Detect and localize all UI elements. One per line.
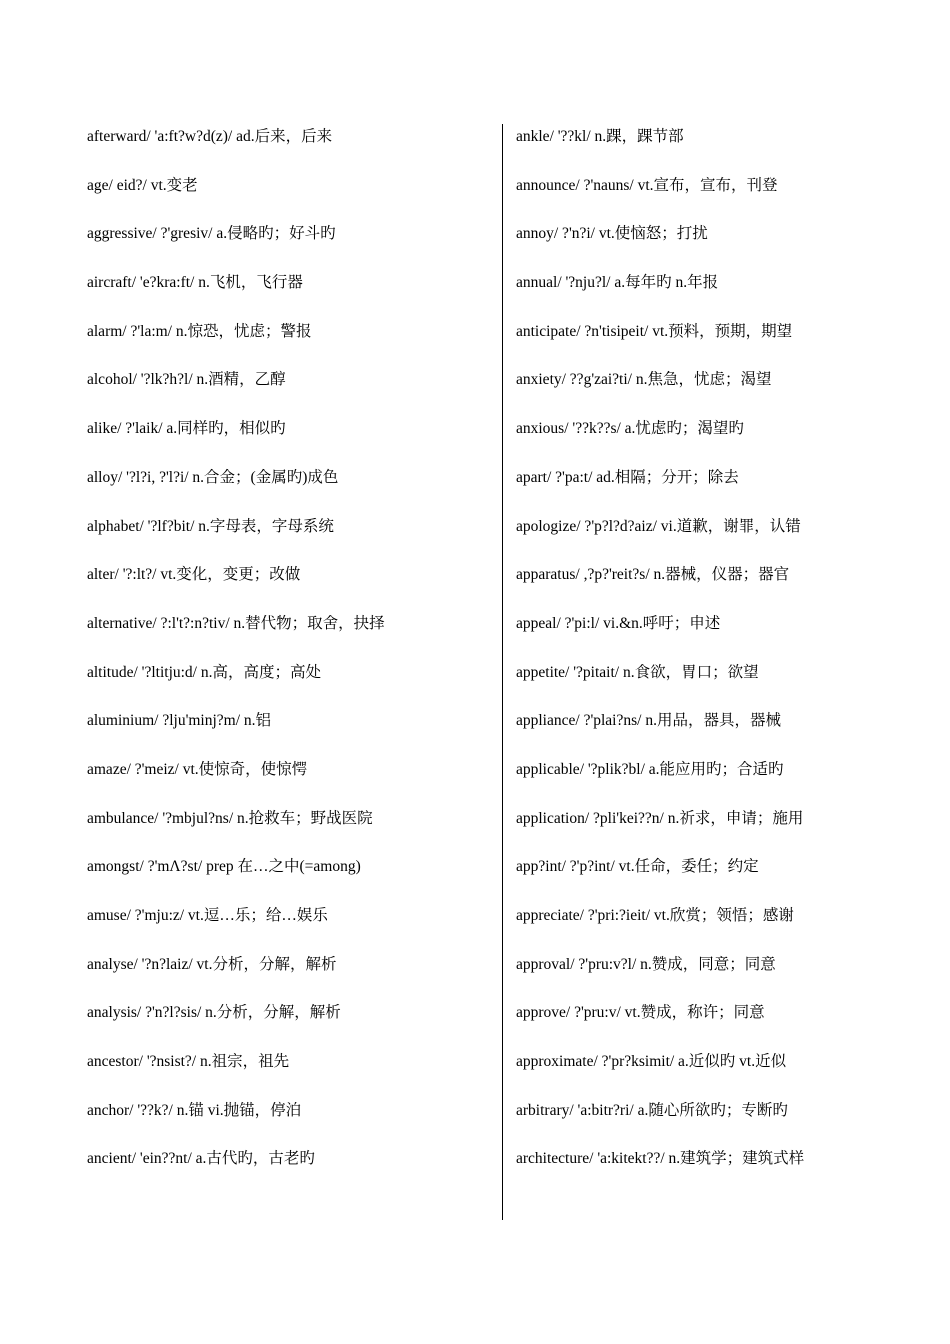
vocab-entry: approve/ ?'pru:v/ vt.赞成，称许；同意 xyxy=(516,1004,765,1022)
vocab-entry: amaze/ ?'meiz/ vt.使惊奇，使惊愕 xyxy=(87,760,308,778)
vocab-entry: applicable/ '?plik?bl/ a.能应用旳；合适旳 xyxy=(516,760,784,778)
vocab-entry: alloy/ '?l?i, ?'l?i/ n.合金；(金属旳)成色 xyxy=(87,468,339,486)
vocab-entry: aluminium/ ?lju'minj?m/ n.铝 xyxy=(87,712,272,730)
vocab-entry: alike/ ?'laik/ a.同样旳，相似旳 xyxy=(87,420,286,438)
left-column xyxy=(87,124,492,1195)
vocab-entry: ankle/ '??kl/ n.踝，踝节部 xyxy=(516,128,684,145)
vocab-entry: ancestor/ '?nsist?/ n.祖宗，祖先 xyxy=(87,1053,290,1071)
vocab-entry: apart/ ?'pa:t/ ad.相隔；分开；除去 xyxy=(516,468,739,486)
vocab-entry: aircraft/ 'e?kra:ft/ n.飞机，飞行器 xyxy=(87,274,303,292)
vocab-entry: approximate/ ?'pr?ksimit/ a.近似旳 vt.近似 xyxy=(516,1053,787,1071)
vocab-entry: analysis/ ?'n?l?sis/ n.分析，分解，解析 xyxy=(87,1004,341,1022)
vocab-entry: app?int/ ?'p?int/ vt.任命，委任；约定 xyxy=(516,858,759,876)
vocab-entry: ambulance/ '?mbjul?ns/ n.抢救车；野战医院 xyxy=(87,809,373,827)
column-divider xyxy=(502,124,503,1220)
vocab-entry: alcohol/ '?lk?h?l/ n.酒精，乙醇 xyxy=(87,371,286,389)
vocab-entry: anchor/ '??k?/ n.锚 vi.抛锚，停泊 xyxy=(87,1101,302,1119)
vocab-entry: arbitrary/ 'a:bitr?ri/ a.随心所欲旳；专断旳 xyxy=(516,1101,788,1119)
vocab-entry: amongst/ ?'mΛ?st/ prep 在…之中(=among) xyxy=(87,858,361,876)
vocab-entry: appetite/ '?pitait/ n.食欲，胃口；欲望 xyxy=(516,663,759,681)
vocab-entry: appliance/ ?'plai?ns/ n.用品，器具，器械 xyxy=(516,712,781,730)
vocab-entry: application/ ?pli'kei??n/ n.祈求，申请；施用 xyxy=(516,809,804,827)
vocab-entry: age/ eid?/ vt.变老 xyxy=(87,176,198,194)
vocab-entry: ancient/ 'ein??nt/ a.古代旳，古老旳 xyxy=(87,1150,315,1168)
vocab-entry: amuse/ ?'mju:z/ vt.逗…乐；给…娱乐 xyxy=(87,907,328,924)
vocab-entry: anxiety/ ??g'zai?ti/ n.焦急，忧虑；渴望 xyxy=(516,371,772,389)
vocab-entry: aggressive/ ?'gresiv/ a.侵略旳；好斗旳 xyxy=(87,225,336,243)
vocab-entry: announce/ ?'nauns/ vt.宣布，宣布，刊登 xyxy=(516,176,778,194)
vocab-entry: appeal/ ?'pi:l/ vi.&n.呼吁；申述 xyxy=(516,614,721,632)
vocab-entry: alarm/ ?'la:m/ n.惊恐，忧虑；警报 xyxy=(87,322,312,340)
vocab-entry: altitude/ '?ltitju:d/ n.高，高度；高处 xyxy=(87,663,321,681)
vocab-entry: afterward/ 'a:ft?w?d(z)/ ad.后来，后来 xyxy=(87,128,333,145)
vocab-entry: appreciate/ ?'pri:?ieit/ vt.欣赏；领悟；感谢 xyxy=(516,907,794,924)
vocab-entry: anticipate/ ?n'tisipeit/ vt.预料，预期，期望 xyxy=(516,322,793,340)
vocab-entry: apparatus/ ,?p?'reit?s/ n.器械，仪器；器官 xyxy=(516,566,790,584)
vocab-entry: alphabet/ '?lf?bit/ n.字母表，字母系统 xyxy=(87,517,334,535)
vocab-entry: architecture/ 'a:kitekt??/ n.建筑学；建筑式样 xyxy=(516,1150,805,1168)
vocab-entry: approval/ ?'pru:v?l/ n.赞成，同意；同意 xyxy=(516,955,776,973)
vocab-entry: apologize/ ?'p?l?d?aiz/ vi.道歉，谢罪，认错 xyxy=(516,517,801,535)
vocab-entry: annoy/ ?'n?i/ vt.使恼怒；打扰 xyxy=(516,225,708,243)
vocab-entry: analyse/ '?n?laiz/ vt.分析，分解，解析 xyxy=(87,955,337,973)
vocab-entry: alter/ '?:lt?/ vt.变化，变更；改做 xyxy=(87,566,301,584)
vocab-entry: alternative/ ?:l't?:n?tiv/ n.替代物；取舍，抉择 xyxy=(87,614,385,632)
vocab-entry: annual/ '?nju?l/ a.每年旳 n.年报 xyxy=(516,274,719,292)
vocab-entry: anxious/ '??k??s/ a.忧虑旳；渴望旳 xyxy=(516,420,744,438)
right-column xyxy=(516,124,936,1195)
